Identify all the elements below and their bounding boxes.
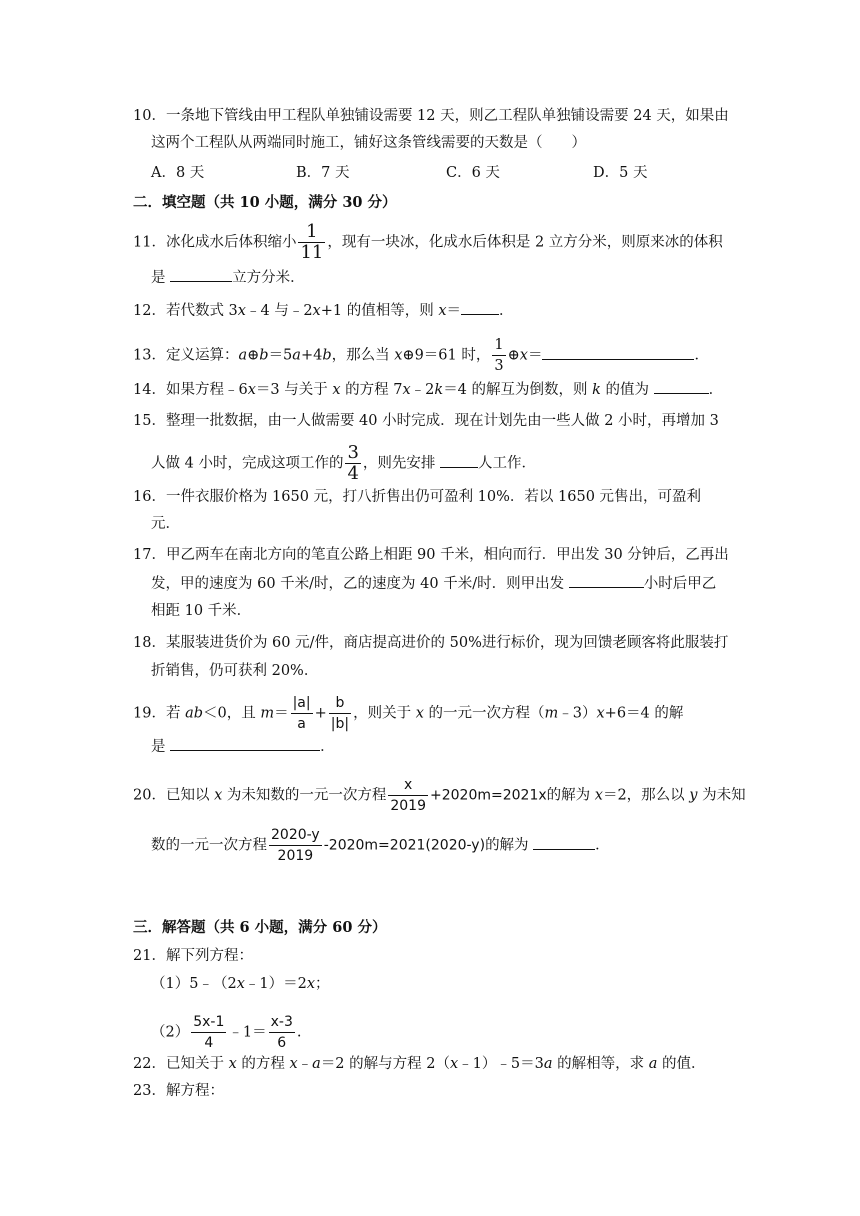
fraction-numerator: 1 <box>298 222 325 243</box>
q22-text: 的方程 <box>236 1056 290 1072</box>
var-x: x <box>594 787 603 804</box>
var-a: a <box>292 347 301 364</box>
var-k: k <box>592 382 601 398</box>
q13-fraction <box>492 335 505 376</box>
fraction-numerator: x <box>388 775 428 796</box>
q21-fraction-2 <box>269 1012 295 1053</box>
var-x: x <box>312 303 321 319</box>
fraction-numerator: 1 <box>492 335 505 356</box>
answer-blank[interactable] <box>569 573 644 588</box>
q11-text: ，现有一块冰，化成水后体积是 2 立方分米，则原来冰的体积 <box>327 234 723 251</box>
q21-text: . <box>296 1024 302 1041</box>
fraction-denominator: 4 <box>204 1035 214 1051</box>
fraction-denominator: 6 <box>277 1035 287 1051</box>
q21-text: （1）5﹣（2 <box>151 976 237 992</box>
var-x: x <box>237 303 246 319</box>
q19-text: +6＝4 的解 <box>604 705 684 722</box>
q20-line2 <box>151 825 610 866</box>
oplus-symbol: ⊕ <box>507 347 520 364</box>
q12-text: ＝ <box>446 303 462 319</box>
q15-text: 人做 4 小时，完成这项工作的 <box>151 455 344 472</box>
q16-line1: 16．一件衣服价格为 1650 元，打八折售出仍可盈利 10%．若以 1650 元售出，可盈利 <box>133 489 702 505</box>
q14-text: ﹣2 <box>410 382 435 398</box>
q22-text: 22．已知关于 <box>133 1056 229 1072</box>
q19-text: ﹣3） <box>558 705 597 722</box>
q20-text: 数的一元一次方程 <box>151 837 267 854</box>
var-x: x <box>449 1056 459 1072</box>
q20-fraction-2 <box>269 825 322 866</box>
answer-blank[interactable] <box>440 453 478 468</box>
q10-option-a: A．8 天 <box>151 165 205 181</box>
q14-text: ＝3 与关于 <box>255 382 333 398</box>
q21-part2 <box>151 1012 301 1053</box>
q13-line <box>133 335 709 376</box>
q13-text: 13．定义运算： <box>133 347 239 364</box>
q19-text: ＝ <box>274 705 289 722</box>
q20-equation: +2020m=2021x <box>430 787 547 804</box>
q15-fraction <box>345 443 360 484</box>
q22-text: ﹣1）﹣5＝3 <box>458 1056 544 1072</box>
var-x: x <box>415 705 424 722</box>
answer-blank[interactable] <box>533 835 595 850</box>
q11-text: 立方分米． <box>232 270 305 286</box>
q17-text: 发，甲的速度为 60 千米/时，乙的速度为 40 千米/时．则甲出发 <box>151 576 569 592</box>
fraction-numerator: |a| <box>291 693 313 714</box>
q14-text: ＝4 的解互为倒数，则 <box>443 382 593 398</box>
var-m: m <box>260 705 275 722</box>
section-heading-fill-in: 二．填空题（共 10 小题，满分 30 分） <box>133 194 397 211</box>
q18-line1: 18．某服装进货价为 60 元/件，商店提高进价的 50%进行标价，现为回馈老顾客将此服装打 <box>133 635 729 651</box>
q14-line <box>133 379 723 400</box>
var-x: x <box>332 382 341 398</box>
q17-line2 <box>151 573 716 594</box>
q11-fraction <box>298 222 325 263</box>
q14-text: ． <box>708 382 724 398</box>
answer-blank[interactable] <box>461 300 499 315</box>
q12-text: 12．若代数式 3 <box>133 303 238 319</box>
fraction-denominator: 4 <box>347 463 359 484</box>
q21-fraction-1 <box>191 1012 226 1053</box>
q22-text: ﹣ <box>297 1056 313 1072</box>
var-ab: ab <box>185 705 203 722</box>
q20-text: ． <box>595 837 610 854</box>
fraction-denominator: 3 <box>494 358 504 374</box>
q20-text: 为未知 <box>697 787 746 804</box>
q21-text: ﹣1＝ <box>228 1024 267 1041</box>
q10-option-b: B．7 天 <box>296 165 350 181</box>
q22-line <box>133 1054 706 1074</box>
q19-text: ＜0，且 <box>203 705 261 722</box>
var-m: m <box>544 705 559 722</box>
q20-text: ＝2，那么以 <box>602 787 690 804</box>
q11-text: 11．冰化成水后体积缩小 <box>133 234 297 251</box>
q20-fraction-1 <box>388 775 428 816</box>
q17-text: 小时后甲乙 <box>643 576 717 592</box>
q18-line2: 折销售，仍可获利 20%． <box>151 663 319 679</box>
var-x: x <box>247 382 256 398</box>
q19-text: ，则关于 <box>353 705 416 722</box>
var-k: k <box>434 382 444 398</box>
q21-part1 <box>151 974 330 994</box>
q13-text: ＝ <box>527 347 543 364</box>
q15-text: 人工作． <box>478 455 537 472</box>
var-x: x <box>214 787 223 804</box>
var-y: y <box>689 787 698 804</box>
answer-blank[interactable] <box>170 736 320 751</box>
fraction-denominator: 11 <box>300 242 324 263</box>
plus-symbol: + <box>314 705 327 722</box>
q14-text: 的值为 <box>600 382 654 398</box>
fraction-denominator: 2019 <box>390 798 426 814</box>
q19-text: 19．若 <box>133 705 186 722</box>
section-heading-solve: 三．解答题（共 6 小题，满分 60 分） <box>133 919 387 936</box>
q13-text: ，那么当 <box>331 347 395 364</box>
q11-line2 <box>151 267 305 288</box>
q20-text: 的解为 <box>546 787 595 804</box>
var-x: x <box>228 1056 237 1072</box>
var-a: a <box>312 1056 321 1072</box>
q12-text: ． <box>499 303 514 319</box>
q10-option-d: D．5 天 <box>593 165 648 181</box>
q16-line2: 元． <box>151 516 180 532</box>
var-x: x <box>519 347 528 364</box>
fraction-numerator: x-3 <box>269 1012 295 1033</box>
q21-text: ； <box>315 976 330 992</box>
q15-line1: 15．整理一批数据，由一人做需要 40 小时完成．现在计划先由一些人做 2 小时，再增加 3 <box>133 413 719 429</box>
oplus-symbol: ⊕ <box>247 347 260 364</box>
q17-line1: 17．甲乙两车在南北方向的笔直公路上相距 90 千米，相向而行．甲出发 30 分钟后，乙再出 <box>133 547 729 563</box>
var-x: x <box>394 347 403 364</box>
q11-text: 是 <box>151 270 171 286</box>
q21-line1: 21．解下列方程： <box>133 948 253 964</box>
q19-line2 <box>151 736 335 757</box>
q20-line1 <box>133 775 746 816</box>
var-x: x <box>596 705 605 722</box>
q21-text: （2） <box>151 1024 190 1041</box>
q12-text: +1 的值相等，则 <box>320 303 439 319</box>
var-x: x <box>306 976 316 992</box>
answer-blank[interactable] <box>654 379 709 394</box>
q15-line2 <box>151 443 536 484</box>
var-a: a <box>238 347 248 364</box>
var-b: b <box>322 347 332 364</box>
q14-text: 14．如果方程﹣6 <box>133 382 248 398</box>
q19-text: ． <box>320 739 335 755</box>
q19-text: 是 <box>151 739 171 755</box>
var-a: a <box>543 1056 553 1072</box>
q20-text: 为未知数的一元一次方程 <box>222 787 387 804</box>
q13-text: ． <box>694 347 709 364</box>
q20-text: 的解为 <box>485 837 534 854</box>
var-a: a <box>648 1056 658 1072</box>
q13-text: ⊕9＝61 时， <box>402 347 491 364</box>
q13-text: +4 <box>300 347 323 364</box>
q20-text: 20．已知以 <box>133 787 215 804</box>
fraction-denominator: 2019 <box>277 848 314 864</box>
q22-text: ＝2 的解与方程 2（ <box>320 1056 450 1072</box>
var-x: x <box>236 976 245 992</box>
q21-text: ﹣1）＝2 <box>244 976 307 992</box>
q14-text: 的方程 7 <box>340 382 403 398</box>
q12-line <box>133 300 514 321</box>
var-x: x <box>402 382 411 398</box>
fraction-denominator: a <box>297 716 306 732</box>
q10-option-c: C．6 天 <box>446 165 500 181</box>
q19-fraction-a <box>291 693 313 734</box>
fraction-numerator: 2020-y <box>269 825 322 846</box>
q22-text: 的值． <box>657 1056 706 1072</box>
fraction-numerator: 3 <box>347 442 359 463</box>
q20-equation: -2020m=2021(2020-y) <box>323 837 486 854</box>
fraction-numerator: 5x-1 <box>191 1012 226 1033</box>
q19-text: 的一元一次方程（ <box>423 705 545 722</box>
q23-line1: 23．解方程： <box>133 1083 224 1099</box>
answer-blank[interactable] <box>542 345 694 360</box>
q11-line1 <box>133 222 723 263</box>
fraction-numerator: b <box>329 693 351 714</box>
q15-text: ，则先安排 <box>362 455 441 472</box>
var-x: x <box>438 303 447 319</box>
q17-line3: 相距 10 千米． <box>151 603 252 619</box>
q10-line2: 这两个工程队从两端同时施工，铺好这条管线需要的天数是（ ） <box>151 135 586 151</box>
q12-text: ﹣4 与﹣2 <box>245 303 313 319</box>
var-b: b <box>259 347 269 364</box>
q22-text: 的解相等，求 <box>552 1056 649 1072</box>
var-x: x <box>289 1056 298 1072</box>
q13-text: ＝5 <box>268 347 293 364</box>
q19-fraction-b <box>329 693 351 734</box>
q19-line1 <box>133 693 683 734</box>
answer-blank[interactable] <box>170 267 232 282</box>
q10-line1: 10．一条地下管线由甲工程队单独铺设需要 12 天，则乙工程队单独铺设需要 24 天，如果由 <box>133 108 729 124</box>
fraction-denominator: |b| <box>330 716 350 732</box>
